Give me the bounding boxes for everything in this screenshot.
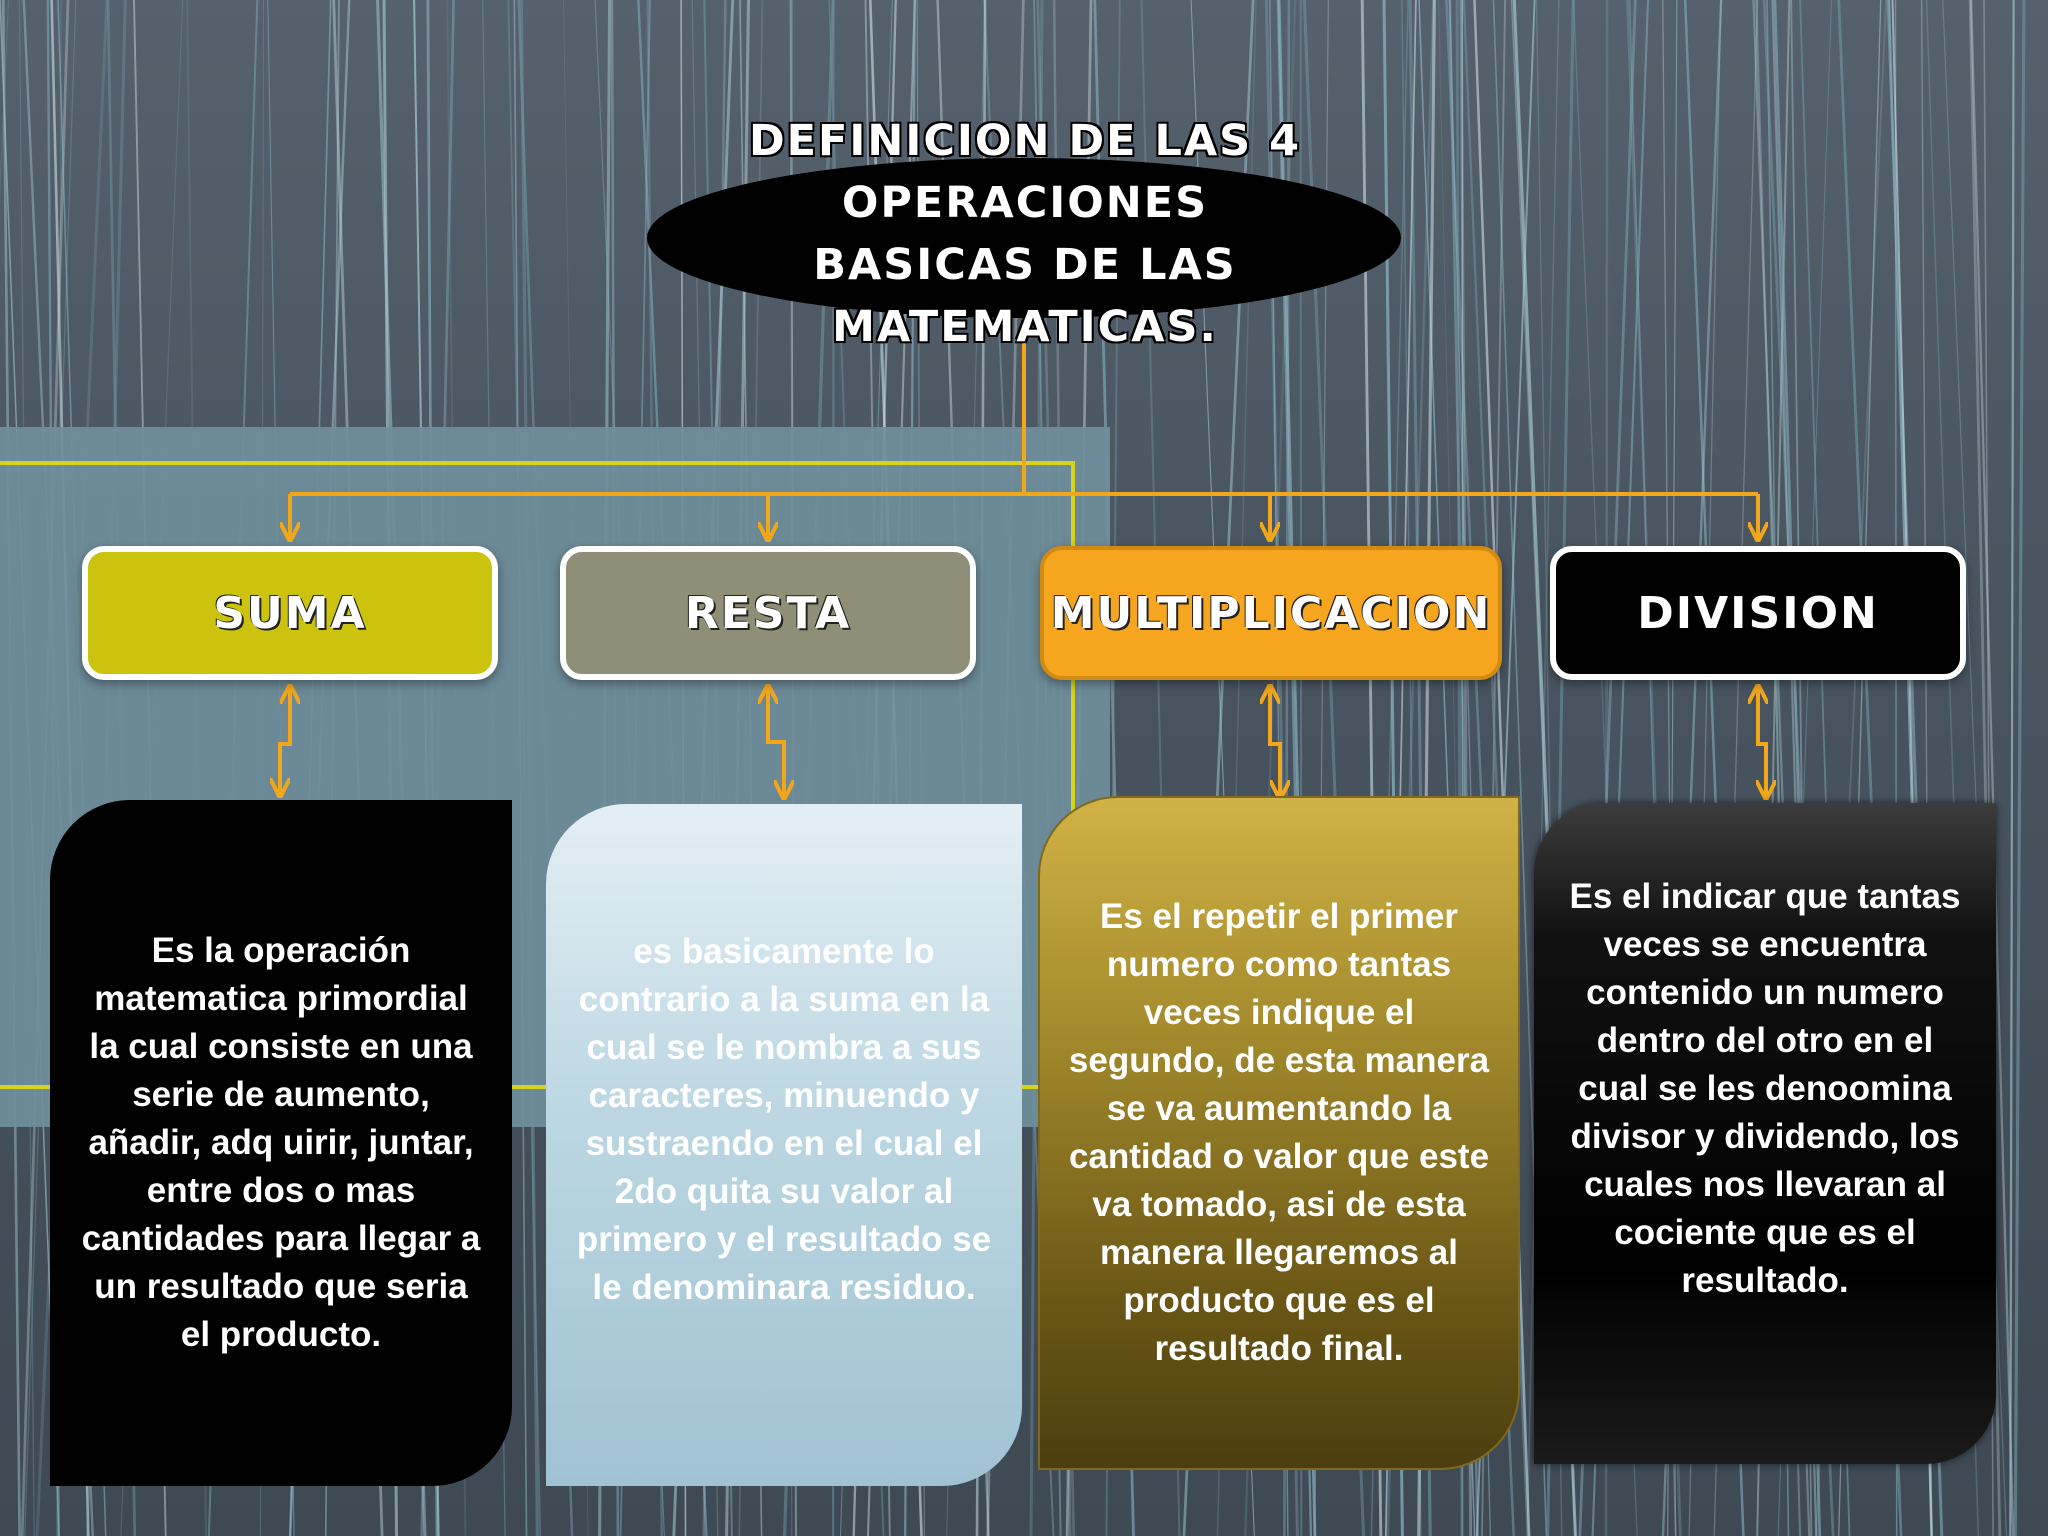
operation-box-division: DIVISION bbox=[1550, 546, 1966, 680]
connector-resta-card bbox=[768, 686, 784, 798]
operation-box-resta: RESTA bbox=[560, 546, 976, 680]
description-card-division bbox=[1534, 803, 1996, 1464]
description-text-division: Es el indicar que tantas veces se encuentra contenido un numero dentro del otro en el cual se les denoomina divisor y dividendo, los cuales nos llevaran al cociente que es el resultado. bbox=[1569, 876, 1961, 1300]
description-text-suma: Es la operación matematica primordial la cual consiste en una serie de aumento, añadir, adq uirir, juntar, entre dos o mas cantidades para llegar a un resultado que seria el producto. bbox=[81, 931, 481, 1354]
description-text-resta: es basicamente lo contrario a la suma en la cual se le nombra a sus caracteres, minuendo y sustraendo en el cual el 2do quita su valor al primero y el resultado se le denominara residuo. bbox=[576, 932, 992, 1307]
description-card-resta bbox=[546, 804, 1022, 1486]
operation-box-suma: SUMA bbox=[82, 546, 498, 680]
description-card-suma bbox=[50, 800, 512, 1486]
connector-multiplicacion-card bbox=[1270, 686, 1280, 798]
operation-box-multiplicacion: MULTIPLICACION bbox=[1040, 546, 1502, 680]
connector-suma-card bbox=[280, 686, 290, 796]
description-text-multiplicacion: Es el repetir el primer numero como tantas veces indique el segundo, de esta manera se va aumentando la cantidad o valor que este va tomado, asi de esta manera llegaremos al producto que es el resultado final. bbox=[1068, 897, 1490, 1368]
description-card-multiplicacion bbox=[1038, 796, 1520, 1470]
diagram-title: DEFINICION DE LAS 4 OPERACIONES BASICAS DE LAS MATEMATICAS. bbox=[748, 116, 1302, 352]
connector-division-card bbox=[1758, 686, 1766, 798]
